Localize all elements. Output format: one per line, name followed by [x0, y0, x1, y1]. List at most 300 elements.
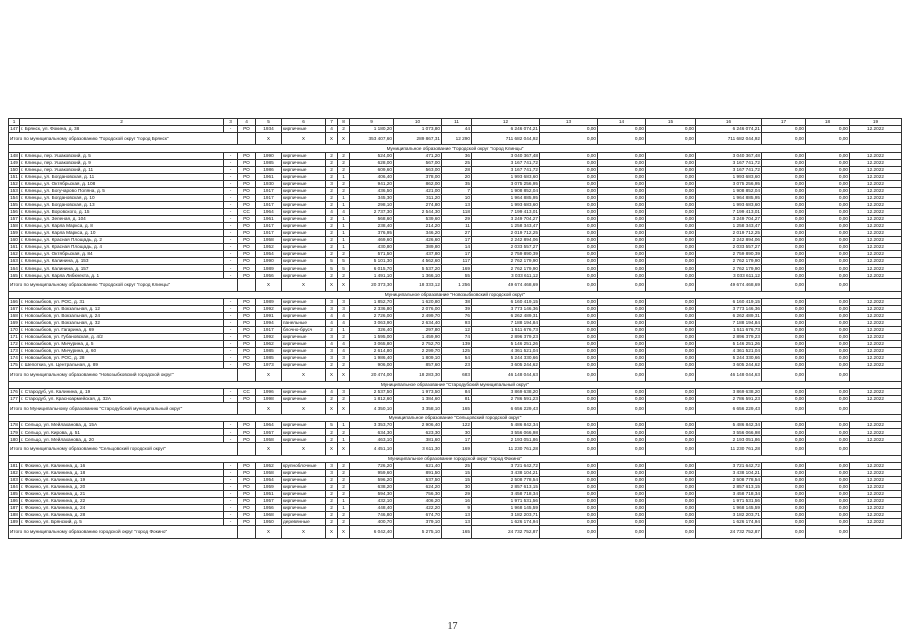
table-cell: 2 — [326, 173, 338, 180]
table-cell: 0,00 — [646, 223, 696, 230]
table-cell: 0,00 — [540, 223, 598, 230]
table-cell: 0,00 — [762, 265, 806, 272]
table-cell: 12.2022 — [850, 173, 902, 180]
table-cell: РО — [238, 462, 256, 469]
table-cell: 0,00 — [806, 505, 850, 512]
table-cell: 563,00 — [394, 166, 442, 173]
table-row — [9, 327, 902, 334]
table-cell: 1950 — [256, 519, 282, 526]
table-cell: РО — [238, 498, 256, 505]
total-label: Итого по муниципальному образованию "Сельцовский городской округ" — [9, 443, 238, 455]
table-cell: кирпичные — [282, 512, 326, 519]
table-cell: - — [224, 244, 238, 251]
table-cell: РО — [238, 429, 256, 436]
table-cell: 1 626 174,94 — [472, 519, 540, 526]
table-cell: кирпичные — [282, 505, 326, 512]
table-cell: РО — [238, 519, 256, 526]
table-cell: 0,00 — [540, 251, 598, 258]
total-cell: 24 732 752,87 — [696, 526, 762, 538]
table-cell: кирпичные — [282, 312, 326, 319]
table-cell: 959,60 — [350, 469, 394, 476]
table-cell: 0,00 — [806, 244, 850, 251]
table-row — [9, 230, 902, 237]
municipality-section-title: Муниципальное образование городской округ "город Фокино" — [9, 455, 902, 462]
table-cell: 15 — [442, 476, 472, 483]
table-cell: - — [224, 152, 238, 159]
table-cell: 5 244 330,66 — [472, 355, 540, 362]
table-cell: РО — [238, 187, 256, 194]
table-cell: панельные — [282, 319, 326, 326]
table-cell: 0,00 — [646, 159, 696, 166]
table-cell: 5 — [326, 265, 338, 272]
table-cell: 2 762 179,90 — [472, 258, 540, 265]
total-cell: X — [256, 526, 282, 538]
table-cell: г. Фокино, ул. Калинина, д. 18 — [20, 469, 224, 476]
table-row — [9, 223, 902, 230]
table-cell: 437,80 — [394, 251, 442, 258]
table-cell: 274,80 — [394, 201, 442, 208]
table-cell: 23 — [442, 362, 472, 369]
total-cell: X — [326, 279, 338, 291]
table-cell: - — [224, 272, 238, 279]
table-cell: 177 — [10, 395, 18, 401]
table-cell: г. Фокино, ул. Калинина, д. 22 — [20, 498, 224, 505]
table-cell: 0,00 — [598, 422, 646, 429]
table-cell: 185 — [10, 491, 18, 497]
table-cell: 1958 — [256, 237, 282, 244]
total-cell: 0,00 — [646, 443, 696, 455]
table-row — [9, 180, 902, 187]
table-cell: 0,00 — [598, 476, 646, 483]
table-cell: 0,00 — [598, 327, 646, 334]
table-cell: РО — [238, 180, 256, 187]
table-cell: 12.2022 — [850, 362, 902, 369]
table-cell: кирпичные — [282, 258, 326, 265]
municipality-total-row — [9, 133, 902, 145]
table-cell: 12.2022 — [850, 272, 902, 279]
table-cell: г. Фокино, ул. Брянский, д. 5 — [20, 519, 224, 526]
table-cell: 0,00 — [598, 223, 646, 230]
table-cell: 1930 — [256, 180, 282, 187]
table-cell: 0,00 — [762, 341, 806, 348]
table-cell: 1 — [338, 215, 350, 222]
table-cell: 1952 — [256, 244, 282, 251]
table-cell: 189 — [10, 519, 18, 525]
table-cell: 0,00 — [806, 319, 850, 326]
table-cell: 376,95 — [350, 230, 394, 237]
table-cell: 186 — [10, 498, 18, 504]
table-cell: 1 986,40 — [350, 355, 394, 362]
table-cell: 3 556 066,98 — [696, 429, 762, 436]
table-cell: 0,00 — [646, 208, 696, 215]
table-cell: 149 — [10, 159, 18, 165]
table-cell: - — [224, 388, 238, 395]
table-cell: 756,30 — [394, 491, 442, 498]
table-cell: 3 605 244,62 — [696, 362, 762, 369]
table-cell: 28 — [442, 166, 472, 173]
total-cell: 169 — [442, 443, 472, 455]
table-cell: 3 556 066,98 — [472, 429, 540, 436]
table-cell: 12.2022 — [850, 208, 902, 215]
table-cell: РО — [238, 334, 256, 341]
table-cell: 436,50 — [350, 187, 394, 194]
table-cell: 93 — [442, 319, 472, 326]
table-cell: 154 — [10, 195, 18, 201]
table-cell: 4 — [338, 208, 350, 215]
table-cell: 12.2022 — [850, 152, 902, 159]
table-cell: 0,00 — [762, 388, 806, 395]
table-cell: - — [224, 512, 238, 519]
total-cell: 0,00 — [762, 279, 806, 291]
table-cell: 25 — [442, 462, 472, 469]
table-cell: 3 438 104,21 — [696, 469, 762, 476]
table-cell: 389,80 — [394, 244, 442, 251]
table-row — [9, 265, 902, 272]
total-cell — [238, 369, 256, 381]
table-cell: 12.2022 — [850, 126, 902, 133]
table-cell: г. Шепоткиз, ул. Центральная, д. 89 — [20, 362, 224, 369]
table-cell: 182 — [10, 470, 18, 476]
table-cell: 1992 — [256, 305, 282, 312]
table-cell: 12.2022 — [850, 159, 902, 166]
table-cell: 0,00 — [598, 201, 646, 208]
total-cell: X — [326, 402, 338, 414]
table-cell: 1 491,10 — [350, 272, 394, 279]
table-cell: 12.2022 — [850, 187, 902, 194]
table-cell: РО — [238, 476, 256, 483]
table-row — [9, 505, 902, 512]
table-cell: 1954 — [256, 476, 282, 483]
table-cell: 0,00 — [806, 327, 850, 334]
table-cell: 0,00 — [762, 152, 806, 159]
table-cell: 29 — [442, 215, 472, 222]
table-row — [9, 237, 902, 244]
total-cell: 0,00 — [806, 133, 850, 145]
column-number: 1 — [9, 119, 20, 126]
table-cell: - — [224, 215, 238, 222]
table-cell: 1917 — [256, 187, 282, 194]
table-cell: 0,00 — [646, 126, 696, 133]
table-cell: 0,00 — [806, 208, 850, 215]
table-cell: кирпичные — [282, 244, 326, 251]
total-cell: X — [338, 133, 350, 145]
table-cell: 5 101,30 — [350, 258, 394, 265]
table-cell: 44 — [442, 126, 472, 133]
table-cell: г. Клинцы, ул. Богдановская, д. 11 — [20, 173, 224, 180]
table-cell: РО — [238, 436, 256, 443]
table-cell: 0,00 — [646, 244, 696, 251]
table-cell: 311,20 — [394, 194, 442, 201]
table-cell: 326,40 — [350, 327, 394, 334]
table-cell: 3 — [326, 298, 338, 305]
table-cell: 17 — [442, 436, 472, 443]
table-cell: 1968 — [256, 512, 282, 519]
table-cell: РО — [238, 251, 256, 258]
table-cell: 1 — [338, 505, 350, 512]
table-cell: 214,20 — [394, 223, 442, 230]
table-cell: 0,00 — [540, 388, 598, 395]
table-cell: 3 — [338, 298, 350, 305]
table-cell: 1957 — [256, 429, 282, 436]
total-cell: 5 275,10 — [394, 526, 442, 538]
table-cell: 0,00 — [646, 355, 696, 362]
table-cell: 1 964 885,95 — [472, 194, 540, 201]
table-cell: г. Новозыбков, ул. Губановская, д. 4/2 — [20, 334, 224, 341]
table-cell: г. Клинцы, ул. Богдановская, д. 10 — [20, 194, 224, 201]
table-cell: 147 — [10, 126, 18, 132]
table-cell: кирпичные — [282, 237, 326, 244]
table-cell: 0,00 — [598, 505, 646, 512]
table-cell: 345,30 — [350, 194, 394, 201]
table-cell: 0,00 — [540, 208, 598, 215]
table-cell: РО — [238, 312, 256, 319]
table-cell: 0,00 — [646, 469, 696, 476]
table-cell: 3 167 741,72 — [472, 159, 540, 166]
table-cell: 171 — [10, 334, 18, 340]
table-cell: 5 — [326, 258, 338, 265]
table-cell: 1964 — [256, 422, 282, 429]
total-cell: 46 148 044,63 — [696, 369, 762, 381]
total-cell: 165 — [442, 402, 472, 414]
table-cell: 118 — [442, 208, 472, 215]
table-cell: деревянные — [282, 519, 326, 526]
table-cell: 0,00 — [762, 230, 806, 237]
table-cell: РО — [238, 319, 256, 326]
table-cell: кирпичные — [282, 483, 326, 490]
table-cell: 27 — [442, 230, 472, 237]
table-cell: 0,00 — [762, 462, 806, 469]
table-cell: РО — [238, 201, 256, 208]
total-cell: 165 — [442, 526, 472, 538]
total-cell: 4 451,10 — [350, 443, 394, 455]
table-cell: 621,40 — [394, 462, 442, 469]
table-cell: РО — [238, 159, 256, 166]
table-cell: 1 384,60 — [394, 395, 442, 402]
table-cell: 2 242 894,06 — [472, 237, 540, 244]
table-cell: 2 — [338, 362, 350, 369]
table-cell: 39 — [442, 305, 472, 312]
table-cell: 1934 — [256, 126, 282, 133]
table-cell: 0,00 — [806, 173, 850, 180]
total-cell: 0,00 — [540, 369, 598, 381]
table-cell: 12 — [442, 327, 472, 334]
table-cell: 166 — [10, 299, 18, 305]
table-cell: 1 258 343,47 — [472, 223, 540, 230]
table-cell: 2 634,40 — [394, 319, 442, 326]
table-cell: 4 — [326, 388, 338, 395]
table-cell: 2 — [326, 194, 338, 201]
table-cell: 1989 — [256, 265, 282, 272]
total-cell — [238, 402, 256, 414]
table-cell: 0,00 — [540, 173, 598, 180]
table-cell: 0,00 — [540, 348, 598, 355]
column-number: 16 — [696, 119, 762, 126]
total-cell — [850, 526, 902, 538]
column-number: 13 — [540, 119, 598, 126]
table-cell: РО — [238, 469, 256, 476]
table-cell: 0,00 — [598, 272, 646, 279]
table-cell: 29 — [442, 491, 472, 498]
column-number: 6 — [282, 119, 326, 126]
total-cell: 6 042,40 — [350, 526, 394, 538]
table-cell: 3 182 203,71 — [696, 512, 762, 519]
column-number: 11 — [442, 119, 472, 126]
table-cell: 0,00 — [540, 272, 598, 279]
table-cell: 0,00 — [598, 334, 646, 341]
column-number: 2 — [20, 119, 224, 126]
table-cell: 151 — [10, 173, 18, 179]
total-cell: 0,00 — [806, 279, 850, 291]
table-row — [9, 341, 902, 348]
table-cell: 3 167 741,72 — [696, 166, 762, 173]
table-cell: 117 — [442, 258, 472, 265]
table-cell: 3 773 146,36 — [472, 305, 540, 312]
table-cell: кирпичные — [282, 469, 326, 476]
table-cell: 17 — [442, 237, 472, 244]
table-cell: 3 721 642,72 — [696, 462, 762, 469]
table-cell: - — [224, 312, 238, 319]
table-cell: г. Сельцо, ул. Кирова, д. 51 — [20, 429, 224, 436]
table-cell: 5 537,20 — [394, 265, 442, 272]
total-label: Итого по муниципальному образованию "Городской округ "город Клинцы" — [9, 279, 238, 291]
total-cell: X — [338, 279, 350, 291]
table-cell: 0,00 — [598, 362, 646, 369]
table-cell: 0,00 — [806, 194, 850, 201]
table-cell: 12.2022 — [850, 462, 902, 469]
table-row — [9, 348, 902, 355]
table-cell: 81 — [442, 395, 472, 402]
table-cell: г. Новозыбков, ул. Гагарина, д. 69 — [20, 327, 224, 334]
table-cell: РО — [238, 265, 256, 272]
table-cell: 0,00 — [646, 429, 696, 436]
table-cell: 12.2022 — [850, 223, 902, 230]
table-cell: 35 — [442, 180, 472, 187]
municipality-section-title: Муниципальное образование "Сельцовский городской округ" — [9, 415, 902, 422]
table-cell: 0,00 — [806, 152, 850, 159]
table-cell: 15 — [442, 469, 472, 476]
table-cell: 1957 — [256, 498, 282, 505]
table-cell: 0,00 — [762, 201, 806, 208]
table-cell: 0,00 — [540, 258, 598, 265]
table-cell: 2 — [326, 223, 338, 230]
table-cell: г. Сельцо, ул. Мейлаханова, д. 15А — [20, 422, 224, 429]
table-cell: 2 242 894,06 — [696, 237, 762, 244]
table-cell: РО — [238, 422, 256, 429]
table-cell: 1 812,60 — [350, 395, 394, 402]
table-cell: крупноблочные — [282, 462, 326, 469]
table-cell: 0,00 — [646, 388, 696, 395]
table-cell: 0,00 — [646, 173, 696, 180]
table-cell: 3 458 718,34 — [472, 491, 540, 498]
page-number: 17 — [447, 621, 458, 632]
table-cell: 2 896 379,23 — [696, 334, 762, 341]
table-cell: 0,00 — [646, 436, 696, 443]
table-cell: 1985 — [256, 348, 282, 355]
table-cell: 158 — [10, 223, 18, 229]
table-cell: 3 167 741,72 — [696, 159, 762, 166]
table-cell: 0,00 — [646, 519, 696, 526]
table-cell: 609,60 — [350, 166, 394, 173]
table-cell: г. Клинцы, ул. Октябрьская, д. 108 — [20, 180, 224, 187]
table-cell: 421,00 — [394, 187, 442, 194]
total-cell: 0,00 — [806, 443, 850, 455]
municipality-total-row — [9, 279, 902, 291]
table-cell: РО — [238, 505, 256, 512]
total-cell: 0,00 — [598, 402, 646, 414]
table-cell: 0,00 — [540, 334, 598, 341]
table-cell: 1 511 676,73 — [472, 327, 540, 334]
table-cell: 2 — [326, 152, 338, 159]
table-cell: 0,00 — [806, 298, 850, 305]
municipality-section-row — [9, 291, 902, 298]
table-cell: 0,00 — [806, 388, 850, 395]
table-cell: г. Клинцы, ул. Калинина, д. 153 — [20, 258, 224, 265]
table-cell: 5 — [326, 422, 338, 429]
table-cell: 12.2022 — [850, 201, 902, 208]
table-cell: 2 — [338, 483, 350, 490]
table-cell: 2 499,70 — [394, 312, 442, 319]
table-cell: 0,00 — [646, 152, 696, 159]
table-cell: кирпичные — [282, 166, 326, 173]
total-cell: 6 656 229,43 — [472, 402, 540, 414]
table-cell: 0,00 — [646, 272, 696, 279]
table-cell: 3 605 244,62 — [472, 362, 540, 369]
table-cell: 378,00 — [394, 173, 442, 180]
table-cell: 54 — [442, 355, 472, 362]
table-cell: 84 — [442, 388, 472, 395]
table-cell: 0,00 — [806, 355, 850, 362]
table-cell: 0,00 — [762, 327, 806, 334]
table-cell: 469,60 — [350, 237, 394, 244]
table-cell: 3 075 256,95 — [696, 180, 762, 187]
table-cell: 1952 — [256, 462, 282, 469]
table-cell: кирпичные — [282, 265, 326, 272]
table-cell: 0,00 — [646, 166, 696, 173]
table-cell: 1 595,00 — [350, 334, 394, 341]
table-row — [9, 334, 902, 341]
table-cell: 0,00 — [806, 265, 850, 272]
table-cell: 0,00 — [762, 491, 806, 498]
table-cell: - — [224, 327, 238, 334]
table-cell: 0,00 — [540, 355, 598, 362]
table-cell: РО — [238, 223, 256, 230]
table-cell: 4 — [338, 319, 350, 326]
table-cell: 0,00 — [806, 230, 850, 237]
table-cell: 0,00 — [540, 187, 598, 194]
total-label: Итого по муниципальному образованию "Новозыбковский городской округ" — [9, 369, 238, 381]
table-cell: - — [224, 237, 238, 244]
table-cell: 2 — [326, 327, 338, 334]
table-cell: РО — [238, 348, 256, 355]
table-cell: 1986 — [256, 166, 282, 173]
table-cell: 4 361 521,04 — [472, 348, 540, 355]
table-cell: 0,00 — [598, 237, 646, 244]
table-cell: 2 019 712,25 — [696, 230, 762, 237]
total-cell: 20 474,00 — [350, 369, 394, 381]
table-row — [9, 422, 902, 429]
table-cell: 2 896 379,23 — [472, 334, 540, 341]
table-cell: 1 — [338, 237, 350, 244]
table-cell: 0,00 — [540, 201, 598, 208]
table-cell: 2 — [326, 498, 338, 505]
table-cell: г. Клинцы, ул. Богучарово Поляна, д. 5 — [20, 187, 224, 194]
table-row — [9, 362, 902, 369]
table-cell: 175 — [10, 362, 18, 368]
table-cell: 5 244 330,66 — [696, 355, 762, 362]
table-cell: 0,00 — [598, 166, 646, 173]
table-cell: 1962 — [256, 341, 282, 348]
table-cell: 1958 — [256, 469, 282, 476]
